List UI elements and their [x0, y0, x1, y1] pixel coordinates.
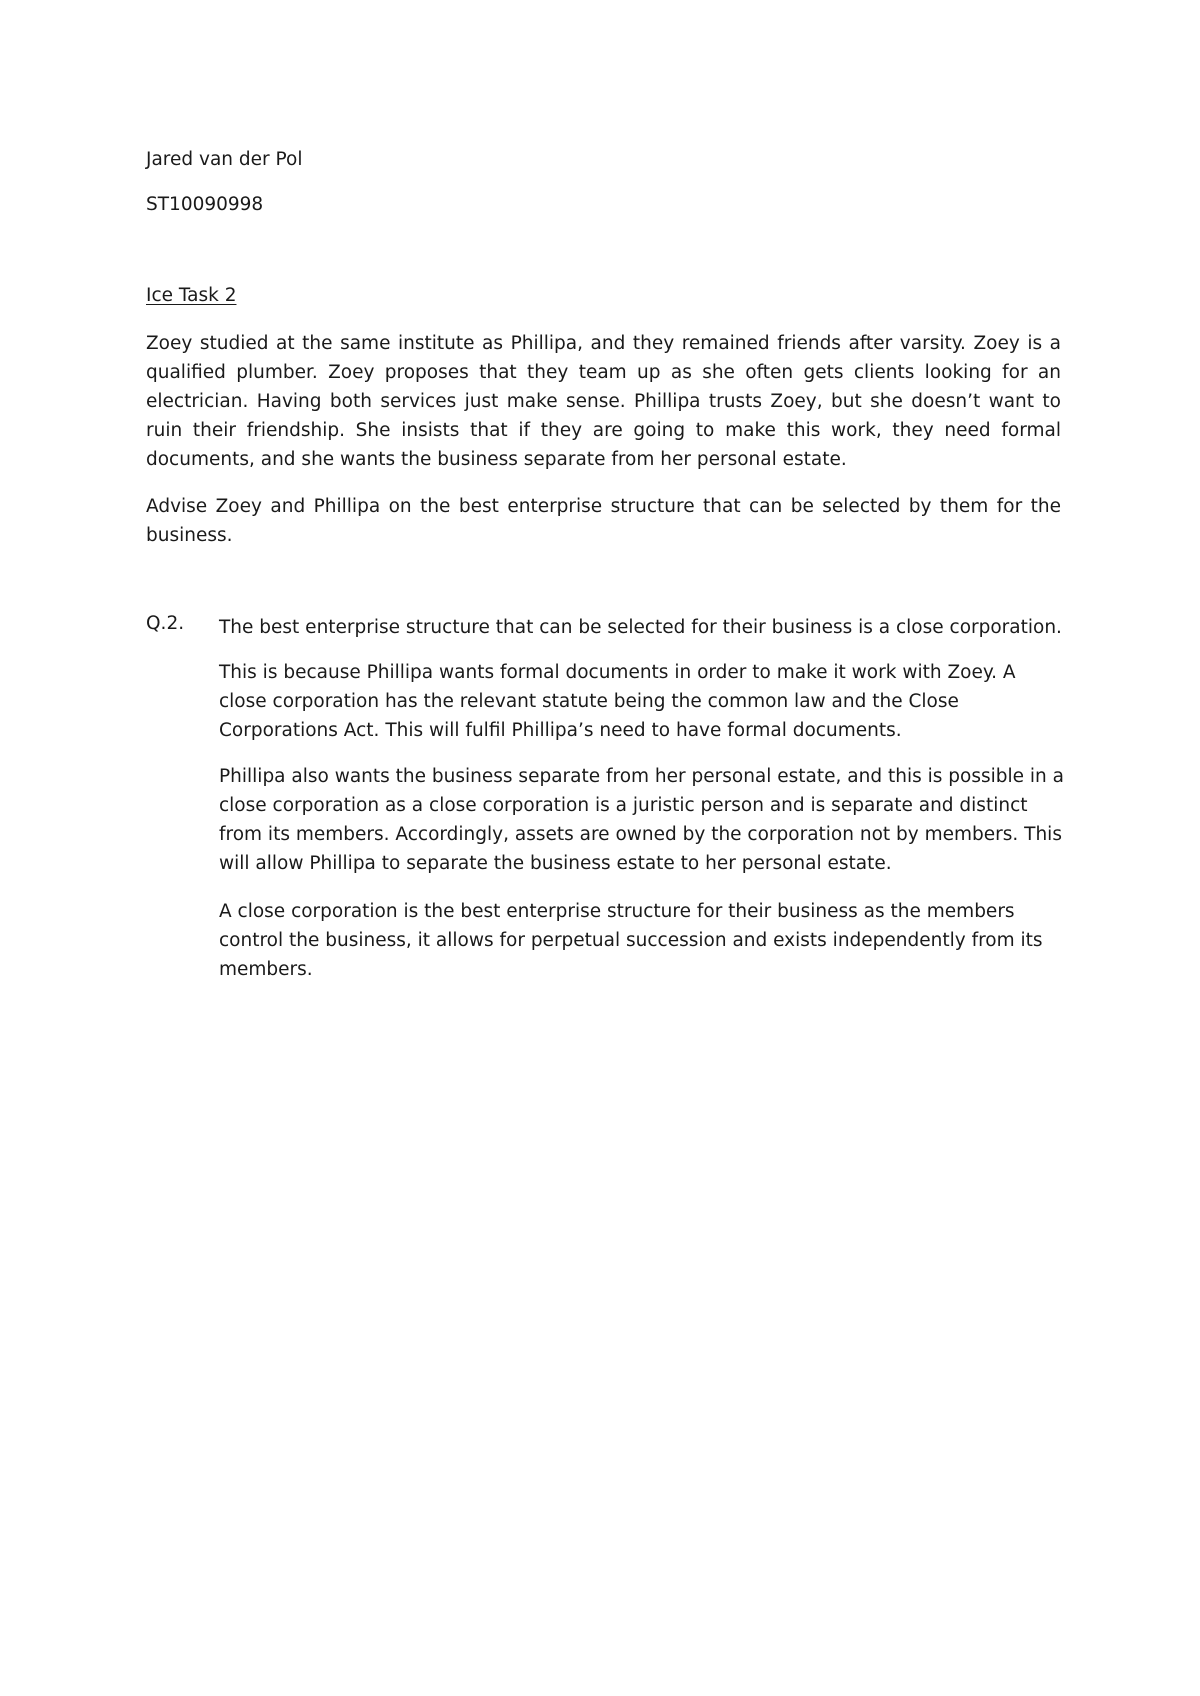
- answer-paragraph: A close corporation is the best enterprise structure for their business as the members control the business, it allows for perpetual succession and exists independently from its members.: [219, 901, 1043, 980]
- task-title: Ice Task 2: [146, 285, 237, 306]
- scenario-paragraph: Zoey studied at the same institute as Phillipa, and they remained friends after varsity. Zoey is a qualified plumber. Zoey proposes that they team up as she often gets clients looking for an electrician. Having both services just make sense. Phillipa trusts Zoey, but she doesn’t want to ruin their friendship. She insists that if they are going to make this work, they need formal documents, and she wants the business separate from her personal estate.: [146, 333, 1061, 470]
- answer-paragraph: The best enterprise structure that can be selected for their business is a close corporation.: [219, 617, 1062, 638]
- student-id: ST10090998: [146, 194, 264, 215]
- question-paragraph: Advise Zoey and Phillipa on the best enterprise structure that can be selected by them for the business.: [146, 496, 1061, 546]
- answer-paragraph: This is because Phillipa wants formal documents in order to make it work with Zoey. A close corporation has the relevant statute being the common law and the Close Corporations Act. This will fulfil Phillipa’s need to have formal documents.: [219, 662, 1016, 741]
- author-name: Jared van der Pol: [146, 149, 303, 170]
- question-number-label: Q.2.: [146, 613, 185, 634]
- answer-paragraph: Phillipa also wants the business separate from her personal estate, and this is possible in a close corporation as a close corporation is a juristic person and is separate and distinct from its members. Accordingly, assets are owned by the corporation not by members. This will allow Phillipa to separate the business estate to her personal estate.: [219, 766, 1064, 874]
